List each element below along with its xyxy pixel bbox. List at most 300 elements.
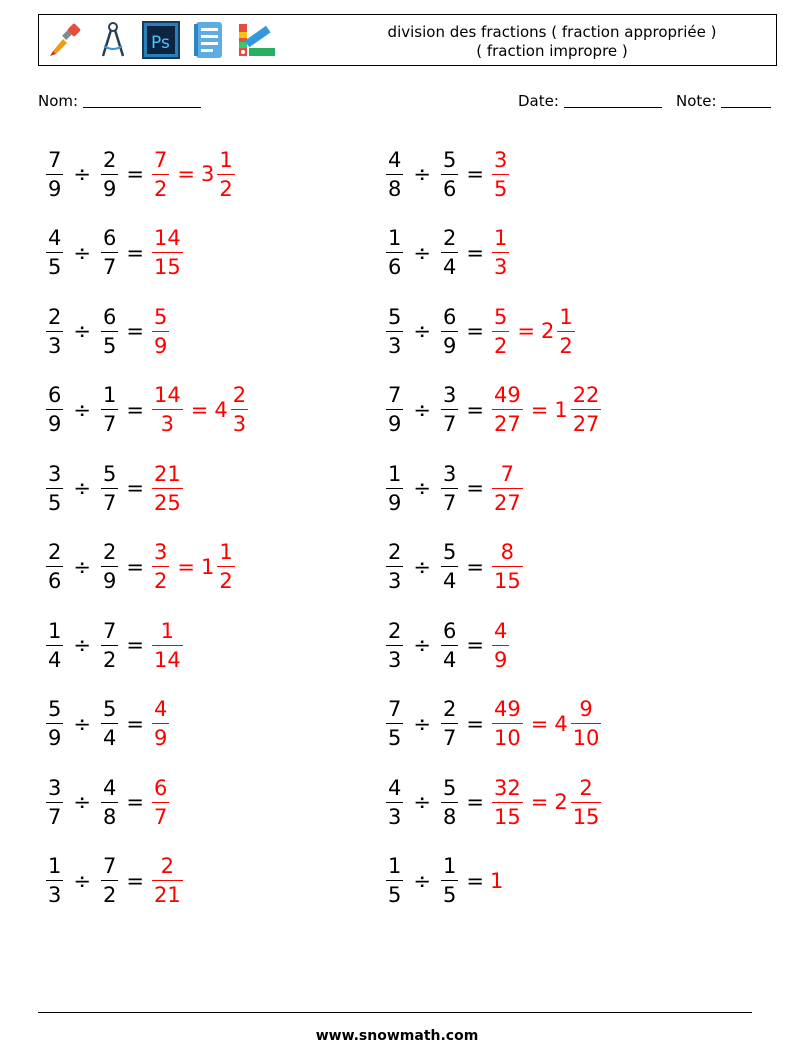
numerator: 6 bbox=[442, 618, 457, 643]
denominator: 2 bbox=[102, 647, 117, 672]
fraction-bar bbox=[46, 409, 63, 410]
denominator: 5 bbox=[102, 333, 117, 358]
equals-sign: = bbox=[466, 240, 484, 265]
denominator: 5 bbox=[388, 726, 402, 750]
divisor-fraction bbox=[441, 382, 458, 437]
numerator: 1 bbox=[493, 226, 508, 250]
answer-fraction bbox=[492, 775, 523, 830]
mixed-whole: 1 bbox=[554, 397, 568, 422]
answer bbox=[150, 382, 250, 437]
divisor-fraction bbox=[441, 225, 458, 280]
fraction-bar bbox=[492, 645, 509, 646]
divisor-fraction bbox=[101, 461, 118, 516]
numerator: 5 bbox=[153, 304, 168, 329]
fraction-bar bbox=[441, 645, 458, 646]
numerator: 5 bbox=[493, 304, 508, 329]
divisor-fraction bbox=[101, 696, 118, 751]
fraction-bar bbox=[46, 802, 63, 803]
numerator: 14 bbox=[153, 226, 181, 250]
fraction-bar bbox=[386, 409, 403, 410]
answer-fraction bbox=[492, 696, 523, 751]
mixed-fraction bbox=[217, 539, 234, 594]
answer-fraction bbox=[492, 618, 509, 673]
numerator: 21 bbox=[153, 461, 181, 486]
answer bbox=[490, 869, 504, 893]
answer-fraction bbox=[152, 304, 169, 359]
answer-whole: 1 bbox=[489, 868, 504, 893]
numerator: 2 bbox=[102, 540, 117, 564]
name-label: Nom: bbox=[38, 92, 79, 110]
answer-fraction bbox=[152, 225, 183, 280]
dividend-fraction bbox=[46, 618, 63, 673]
numerator: 1 bbox=[48, 854, 62, 878]
answer-fraction bbox=[492, 304, 509, 359]
numerator: 22 bbox=[572, 383, 600, 407]
problem-row bbox=[384, 692, 603, 756]
denominator: 9 bbox=[388, 412, 402, 436]
denominator: 7 bbox=[102, 490, 117, 515]
divisor-fraction bbox=[101, 775, 118, 830]
problem-row bbox=[44, 221, 185, 285]
numerator: 1 bbox=[559, 304, 573, 329]
denominator: 3 bbox=[388, 569, 402, 593]
numerator: 5 bbox=[388, 304, 402, 329]
problem-row bbox=[44, 378, 250, 442]
divide-sign: ÷ bbox=[413, 319, 431, 343]
denominator: 9 bbox=[493, 647, 508, 672]
dividend-fraction bbox=[386, 382, 403, 437]
denominator: 21 bbox=[153, 883, 181, 907]
fraction-bar bbox=[441, 880, 458, 881]
numerator: 6 bbox=[48, 383, 62, 407]
fraction-bar bbox=[441, 723, 458, 724]
fraction-bar bbox=[386, 252, 403, 253]
numerator: 5 bbox=[102, 697, 117, 721]
fraction-bar bbox=[571, 409, 602, 410]
compass-icon bbox=[93, 19, 133, 61]
denominator: 4 bbox=[442, 647, 457, 672]
divide-sign: ÷ bbox=[73, 397, 91, 422]
problem-row bbox=[44, 456, 185, 520]
notebook-icon bbox=[189, 19, 229, 61]
mixed-fraction bbox=[571, 382, 602, 437]
fraction-bar bbox=[441, 409, 458, 410]
numerator: 1 bbox=[442, 854, 457, 878]
numerator: 7 bbox=[48, 147, 62, 172]
denominator: 15 bbox=[153, 255, 181, 279]
fraction-bar bbox=[386, 880, 403, 881]
dividend-fraction bbox=[386, 225, 403, 280]
equals-sign: = bbox=[466, 790, 484, 814]
fraction-bar bbox=[46, 645, 63, 646]
date-label: Date: bbox=[518, 92, 559, 110]
answer-fraction bbox=[152, 147, 169, 202]
denominator: 9 bbox=[442, 333, 457, 358]
dividend-fraction bbox=[386, 539, 403, 594]
fraction-bar bbox=[386, 331, 403, 332]
answer bbox=[490, 618, 511, 673]
fraction-bar bbox=[152, 409, 183, 410]
equals-sign: = bbox=[466, 319, 484, 343]
divide-sign: ÷ bbox=[73, 240, 91, 265]
date-field bbox=[518, 92, 662, 110]
answer bbox=[490, 539, 525, 594]
fraction-bar bbox=[46, 252, 63, 253]
denominator: 7 bbox=[153, 804, 168, 829]
equals-sign: = bbox=[466, 476, 484, 500]
fraction-bar bbox=[492, 802, 523, 803]
denominator: 2 bbox=[102, 883, 117, 907]
numerator: 5 bbox=[48, 697, 62, 721]
numerator: 7 bbox=[153, 147, 168, 172]
color-swatches-icon bbox=[237, 19, 277, 61]
equals-sign: = bbox=[466, 554, 484, 579]
fraction-bar bbox=[492, 331, 509, 332]
fraction-bar bbox=[101, 645, 118, 646]
answer bbox=[150, 775, 171, 830]
mixed-whole: 2 bbox=[554, 790, 568, 814]
denominator: 5 bbox=[493, 176, 508, 201]
divisor-fraction bbox=[101, 147, 118, 202]
fraction-bar bbox=[571, 723, 602, 724]
answer bbox=[150, 539, 237, 594]
numerator: 4 bbox=[102, 775, 117, 800]
mixed-whole: 4 bbox=[554, 711, 568, 736]
problem-row bbox=[44, 849, 185, 913]
dividend-fraction bbox=[46, 696, 63, 751]
fraction-bar bbox=[492, 566, 523, 567]
fraction-bar bbox=[492, 723, 523, 724]
divide-sign: ÷ bbox=[413, 633, 431, 657]
answer-fraction bbox=[492, 225, 509, 280]
answer bbox=[490, 225, 511, 280]
divide-sign: ÷ bbox=[73, 476, 91, 500]
equals-sign: = bbox=[126, 711, 144, 736]
dividend-fraction bbox=[46, 304, 63, 359]
answer bbox=[150, 618, 185, 673]
dividend-fraction bbox=[386, 696, 403, 751]
title-line-1: division des fractions ( fraction appropriée ) bbox=[387, 23, 717, 41]
name-blank[interactable] bbox=[83, 93, 201, 108]
dividend-fraction bbox=[46, 539, 63, 594]
answer-equals-sign: = bbox=[190, 397, 209, 422]
divide-sign: ÷ bbox=[413, 240, 431, 265]
fraction-bar bbox=[441, 174, 458, 175]
fraction-bar bbox=[101, 723, 118, 724]
answer-equals-sign: = bbox=[530, 790, 549, 814]
denominator: 6 bbox=[388, 255, 402, 279]
denominator: 9 bbox=[102, 569, 117, 593]
numerator: 49 bbox=[493, 383, 521, 407]
equals-sign: = bbox=[126, 319, 144, 343]
answer-fraction bbox=[152, 539, 169, 594]
numerator: 32 bbox=[493, 775, 521, 800]
dividend-fraction bbox=[46, 461, 63, 516]
divide-sign: ÷ bbox=[413, 790, 431, 814]
equals-sign: = bbox=[126, 397, 144, 422]
fraction-bar bbox=[101, 566, 118, 567]
denominator: 7 bbox=[102, 412, 117, 436]
note-field bbox=[676, 92, 771, 110]
fraction-bar bbox=[152, 488, 183, 489]
fraction-bar bbox=[46, 488, 63, 489]
answer bbox=[490, 775, 603, 830]
divisor-fraction bbox=[441, 618, 458, 673]
divide-sign: ÷ bbox=[413, 476, 431, 500]
numerator: 5 bbox=[102, 461, 117, 486]
problem-row bbox=[384, 849, 504, 913]
dividend-fraction bbox=[386, 461, 403, 516]
denominator: 2 bbox=[219, 569, 233, 593]
problem-row bbox=[384, 142, 511, 206]
mixed-whole: 1 bbox=[200, 554, 215, 579]
divisor-fraction bbox=[441, 461, 458, 516]
numerator: 7 bbox=[388, 697, 402, 721]
problem-row bbox=[384, 535, 525, 599]
numerator: 2 bbox=[388, 618, 402, 643]
equals-sign: = bbox=[466, 633, 484, 657]
denominator: 4 bbox=[442, 255, 457, 279]
fraction-bar bbox=[571, 802, 602, 803]
numerator: 6 bbox=[102, 304, 117, 329]
title-line-2: ( fraction impropre ) bbox=[476, 42, 628, 60]
denominator: 9 bbox=[48, 412, 62, 436]
equals-sign: = bbox=[126, 162, 144, 186]
denominator: 5 bbox=[388, 883, 402, 907]
answer bbox=[490, 304, 577, 359]
denominator: 4 bbox=[102, 726, 117, 750]
numerator: 1 bbox=[102, 383, 117, 407]
divide-sign: ÷ bbox=[73, 554, 91, 579]
equals-sign: = bbox=[466, 162, 484, 186]
footer-url: www.snowmath.com bbox=[315, 1028, 479, 1044]
divisor-fraction bbox=[101, 225, 118, 280]
denominator: 3 bbox=[388, 804, 402, 829]
footer-divider bbox=[38, 1012, 752, 1013]
divisor-fraction bbox=[441, 147, 458, 202]
worksheet-header bbox=[38, 14, 777, 66]
pipette-icon bbox=[45, 19, 85, 61]
denominator: 27 bbox=[493, 412, 521, 436]
divisor-fraction bbox=[441, 696, 458, 751]
denominator: 3 bbox=[48, 333, 62, 358]
answer bbox=[150, 304, 171, 359]
mixed-whole: 2 bbox=[540, 319, 555, 343]
mixed-fraction bbox=[571, 775, 602, 830]
fraction-bar bbox=[46, 723, 63, 724]
equals-sign: = bbox=[126, 554, 144, 579]
denominator: 9 bbox=[153, 726, 168, 750]
numerator: 4 bbox=[48, 226, 62, 250]
problem-row bbox=[44, 299, 171, 363]
fraction-bar bbox=[101, 331, 118, 332]
denominator: 10 bbox=[493, 726, 521, 750]
numerator: 2 bbox=[442, 697, 457, 721]
dividend-fraction bbox=[46, 225, 63, 280]
problem-row bbox=[44, 692, 171, 756]
divisor-fraction bbox=[441, 539, 458, 594]
equals-sign: = bbox=[126, 240, 144, 265]
divide-sign: ÷ bbox=[73, 633, 91, 657]
denominator: 27 bbox=[572, 412, 600, 436]
dividend-fraction bbox=[386, 853, 403, 908]
numerator: 1 bbox=[219, 147, 233, 172]
numerator: 3 bbox=[442, 383, 457, 407]
note-blank[interactable] bbox=[721, 93, 771, 108]
answer-equals-sign: = bbox=[177, 162, 195, 186]
fraction-bar bbox=[386, 174, 403, 175]
numerator: 2 bbox=[232, 383, 247, 407]
fraction-bar bbox=[101, 802, 118, 803]
denominator: 8 bbox=[442, 804, 457, 829]
denominator: 4 bbox=[48, 647, 62, 672]
fraction-bar bbox=[441, 488, 458, 489]
problem-row bbox=[384, 770, 603, 834]
numerator: 5 bbox=[442, 147, 457, 172]
answer bbox=[150, 461, 185, 516]
numerator: 6 bbox=[442, 304, 457, 329]
numerator: 3 bbox=[48, 775, 62, 800]
fraction-bar bbox=[152, 331, 169, 332]
divide-sign: ÷ bbox=[73, 319, 91, 343]
numerator: 1 bbox=[160, 618, 175, 643]
numerator: 8 bbox=[500, 540, 515, 564]
equals-sign: = bbox=[466, 868, 484, 893]
numerator: 7 bbox=[500, 461, 515, 486]
dividend-fraction bbox=[46, 147, 63, 202]
answer-fraction bbox=[152, 696, 169, 751]
fraction-bar bbox=[492, 174, 509, 175]
numerator: 1 bbox=[388, 854, 402, 878]
answer-fraction bbox=[492, 539, 523, 594]
date-blank[interactable] bbox=[564, 93, 662, 108]
numerator: 2 bbox=[48, 304, 62, 329]
denominator: 6 bbox=[48, 569, 62, 593]
numerator: 4 bbox=[153, 697, 168, 721]
denominator: 7 bbox=[442, 412, 457, 436]
fraction-bar bbox=[152, 802, 169, 803]
problem-row bbox=[44, 142, 237, 206]
numerator: 1 bbox=[48, 618, 62, 643]
numerator: 2 bbox=[102, 147, 117, 172]
denominator: 9 bbox=[388, 490, 402, 515]
divide-sign: ÷ bbox=[413, 711, 431, 736]
divide-sign: ÷ bbox=[413, 554, 431, 579]
numerator: 1 bbox=[388, 226, 402, 250]
photoshop-icon bbox=[141, 19, 181, 61]
fraction-bar bbox=[101, 252, 118, 253]
answer bbox=[150, 147, 237, 202]
numerator: 7 bbox=[102, 854, 117, 878]
numerator: 2 bbox=[579, 775, 593, 800]
divisor-fraction bbox=[101, 304, 118, 359]
answer bbox=[490, 147, 511, 202]
note-label: Note: bbox=[676, 92, 717, 110]
numerator: 5 bbox=[442, 540, 457, 564]
answer-fraction bbox=[152, 618, 183, 673]
problem-row bbox=[384, 299, 577, 363]
divide-sign: ÷ bbox=[413, 397, 431, 422]
equals-sign: = bbox=[126, 633, 144, 657]
dividend-fraction bbox=[46, 853, 63, 908]
header-icons bbox=[45, 19, 277, 61]
denominator: 15 bbox=[572, 804, 600, 829]
numerator: 9 bbox=[579, 697, 593, 721]
denominator: 15 bbox=[493, 804, 521, 829]
fraction-bar bbox=[386, 723, 403, 724]
answer-equals-sign: = bbox=[530, 711, 549, 736]
divisor-fraction bbox=[101, 853, 118, 908]
denominator: 3 bbox=[232, 412, 247, 436]
fraction-bar bbox=[101, 488, 118, 489]
fraction-bar bbox=[386, 645, 403, 646]
denominator: 2 bbox=[219, 176, 233, 201]
denominator: 3 bbox=[388, 647, 402, 672]
numerator: 3 bbox=[48, 461, 62, 486]
fraction-bar bbox=[152, 174, 169, 175]
name-field bbox=[38, 92, 201, 110]
denominator: 7 bbox=[48, 804, 62, 829]
mixed-fraction bbox=[217, 147, 234, 202]
divisor-fraction bbox=[441, 853, 458, 908]
denominator: 7 bbox=[102, 255, 117, 279]
answer-equals-sign: = bbox=[530, 397, 549, 422]
mixed-fraction bbox=[231, 382, 248, 437]
answer bbox=[150, 853, 185, 908]
denominator: 15 bbox=[493, 569, 521, 593]
numerator: 6 bbox=[153, 775, 168, 800]
denominator: 3 bbox=[493, 255, 508, 279]
answer-fraction bbox=[492, 147, 509, 202]
denominator: 6 bbox=[442, 176, 457, 201]
fraction-bar bbox=[46, 880, 63, 881]
numerator: 2 bbox=[48, 540, 62, 564]
mixed-whole: 3 bbox=[200, 162, 215, 186]
divisor-fraction bbox=[441, 304, 458, 359]
numerator: 2 bbox=[160, 854, 175, 878]
mixed-fraction bbox=[571, 696, 602, 751]
mixed-fraction bbox=[557, 304, 574, 359]
problem-row bbox=[44, 613, 185, 677]
denominator: 9 bbox=[102, 176, 117, 201]
fraction-bar bbox=[152, 880, 183, 881]
fraction-bar bbox=[441, 252, 458, 253]
denominator: 14 bbox=[153, 647, 181, 672]
denominator: 3 bbox=[388, 333, 402, 358]
problem-row bbox=[44, 535, 237, 599]
answer-fraction bbox=[152, 461, 183, 516]
divide-sign: ÷ bbox=[73, 162, 91, 186]
fraction-bar bbox=[492, 488, 523, 489]
fraction-bar bbox=[46, 174, 63, 175]
numerator: 6 bbox=[102, 226, 117, 250]
fraction-bar bbox=[152, 723, 169, 724]
answer-fraction bbox=[492, 461, 523, 516]
numerator: 1 bbox=[219, 540, 233, 564]
dividend-fraction bbox=[386, 304, 403, 359]
fraction-bar bbox=[492, 409, 523, 410]
fraction-bar bbox=[441, 331, 458, 332]
denominator: 10 bbox=[572, 726, 600, 750]
denominator: 25 bbox=[153, 490, 181, 515]
denominator: 5 bbox=[442, 883, 457, 907]
fraction-bar bbox=[386, 566, 403, 567]
fraction-bar bbox=[231, 409, 248, 410]
answer bbox=[490, 382, 603, 437]
denominator: 9 bbox=[48, 726, 62, 750]
denominator: 2 bbox=[559, 333, 573, 358]
divisor-fraction bbox=[101, 382, 118, 437]
